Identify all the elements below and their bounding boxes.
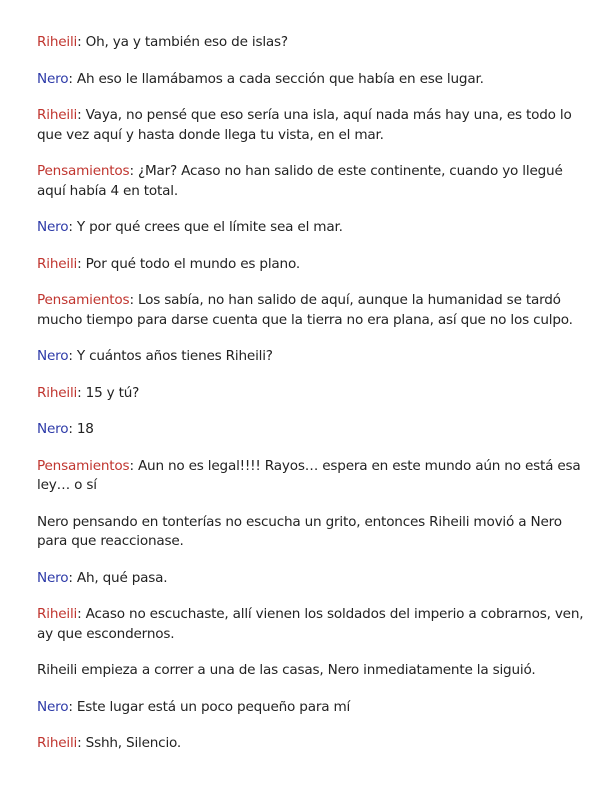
dialogue-line: [37, 457, 585, 496]
dialogue-line: [37, 291, 585, 330]
dialogue-line: [37, 698, 585, 718]
dialogue-line: [37, 162, 585, 201]
dialogue-text: : Ah eso le llamábamos a cada sección que había en ese lugar.: [68, 70, 484, 87]
speaker-name: Nero: [37, 569, 69, 586]
dialogue-line: [37, 384, 585, 404]
speaker-name: Riheili: [37, 34, 78, 50]
speaker-name: Pensamientos: [37, 292, 130, 308]
speaker-name: Pensamientos: [37, 163, 130, 179]
dialogue-line: [37, 347, 585, 367]
narration-paragraph: [37, 513, 585, 552]
speaker-name: Nero: [37, 348, 69, 364]
dialogue-line: [37, 569, 585, 589]
speaker-name: Riheili: [37, 384, 78, 401]
dialogue-line: [37, 106, 585, 145]
narration-paragraph: [37, 661, 585, 681]
speaker-name: Nero: [37, 698, 69, 715]
narration-text: Nero pensando en tonterías no escucha un grito, entonces Riheili movió a Nero para que reaccionase.: [37, 513, 562, 549]
speaker-name: Nero: [37, 421, 69, 437]
dialogue-text: : 18: [68, 421, 94, 437]
dialogue-line: [37, 420, 585, 440]
dialogue-text: : Oh, ya y también eso de islas?: [77, 34, 288, 50]
dialogue-text: : ¿Mar? Acaso no han salido de este continente, cuando yo llegué aquí había 4 en total.: [37, 163, 563, 199]
dialogue-text: : Y por qué crees que el límite sea el mar.: [68, 219, 343, 235]
document-page: [37, 33, 585, 771]
speaker-name: Riheili: [37, 255, 78, 272]
dialogue-text: : Acaso no escuchaste, allí vienen los soldados del imperio a cobrarnos, ven, ay que escondernos.: [37, 606, 584, 642]
dialogue-text: : Por qué todo el mundo es plano.: [77, 255, 300, 272]
speaker-name: Nero: [37, 70, 69, 87]
speaker-name: Pensamientos: [37, 457, 130, 474]
narration-text: Riheili empieza a correr a una de las casas, Nero inmediatamente la siguió.: [37, 662, 536, 678]
dialogue-text: : Los sabía, no han salido de aquí, aunque la humanidad se tardó mucho tiempo para darse cuenta que la tierra no era plana, así que no los culpo.: [37, 292, 573, 328]
dialogue-text: : Ah, qué pasa.: [68, 569, 168, 586]
dialogue-line: [37, 70, 585, 90]
dialogue-text: : Y cuántos años tienes Riheili?: [68, 348, 273, 364]
dialogue-text: : Sshh, Silencio.: [77, 735, 182, 751]
dialogue-text: : Este lugar está un poco pequeño para mí: [68, 698, 351, 715]
dialogue-line: [37, 605, 585, 644]
speaker-name: Riheili: [37, 107, 78, 123]
dialogue-text: : Vaya, no pensé que eso sería una isla, aquí nada más hay una, es todo lo que vez aquí y hasta donde llega tu vista, en el mar.: [37, 107, 572, 143]
dialogue-line: [37, 734, 585, 754]
dialogue-line: [37, 218, 585, 238]
dialogue-text: : 15 y tú?: [77, 384, 140, 401]
dialogue-line: [37, 33, 585, 53]
dialogue-line: [37, 255, 585, 275]
speaker-name: Riheili: [37, 735, 78, 751]
speaker-name: Riheili: [37, 606, 78, 622]
dialogue-text: : Aun no es legal!!!! Rayos… espera en este mundo aún no está esa ley… o sí: [37, 457, 581, 493]
speaker-name: Nero: [37, 219, 69, 235]
